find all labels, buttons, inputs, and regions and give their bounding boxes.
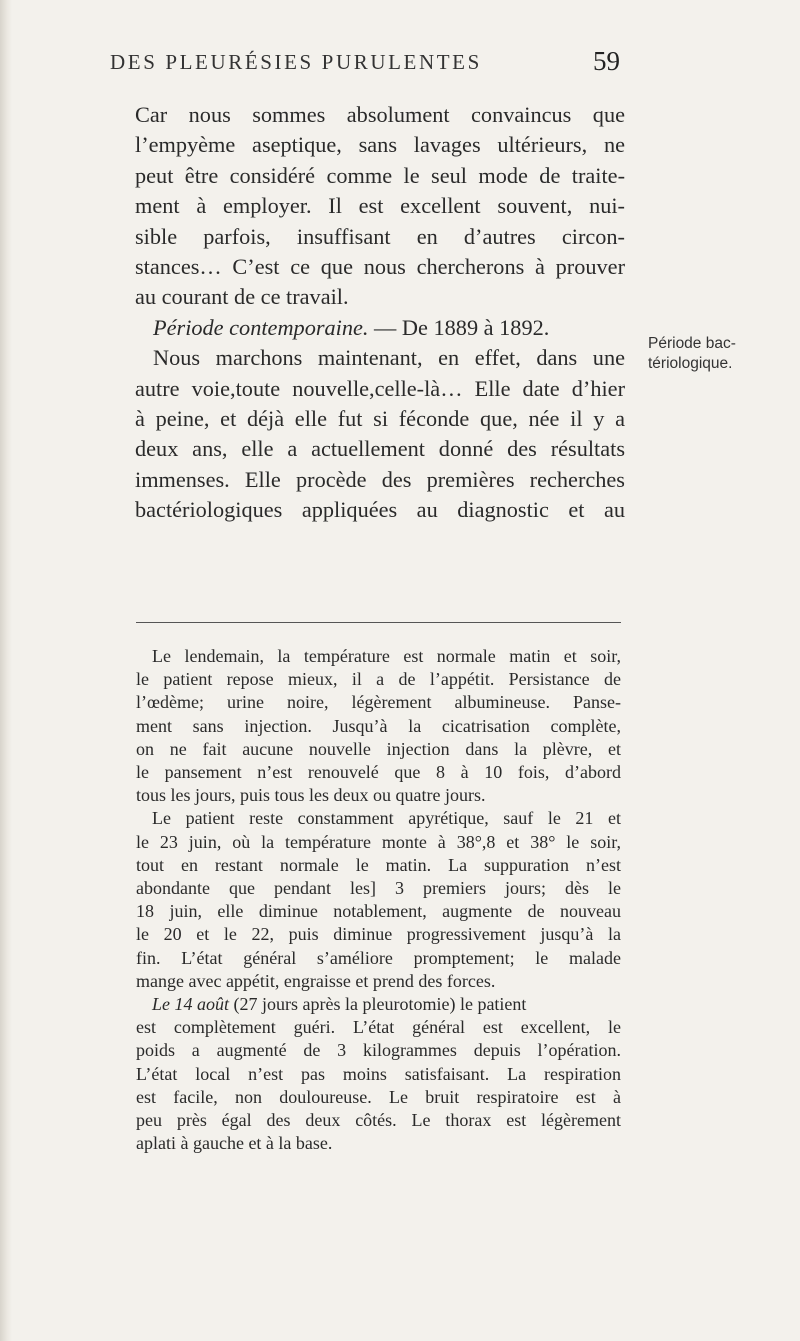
footnote-line: L’état local n’est pas moins satisfaisant. La respiration <box>136 1063 621 1084</box>
main-line: l’empyème aseptique, sans lavages ultérieurs, ne <box>135 132 625 158</box>
main-line: Nous marchons maintenant, en effet, dans une <box>153 345 625 371</box>
footnote-line: est facile, non douloureuse. Le bruit respiratoire est à <box>136 1086 621 1107</box>
footnote-line: le 23 juin, où la température monte à 38°,8 et 38° le soir, <box>136 831 621 852</box>
main-line: deux ans, elle a actuellement donné des résultats <box>135 436 625 462</box>
main-line: immenses. Elle procède des premières recherches <box>135 466 625 492</box>
main-line: à peine, et déjà elle fut si féconde que, née il y a <box>135 406 625 432</box>
page-number: 59 <box>593 46 620 76</box>
main-line: sible parfois, insuffisant en d’autres circon- <box>135 223 625 249</box>
main-line: bactériologiques appliquées au diagnostic et au <box>135 497 625 523</box>
footnote-line: fin. L’état général s’améliore promptement; le malade <box>136 947 621 968</box>
main-line: autre voie,toute nouvelle,celle-là… Elle date d’hier <box>135 375 625 401</box>
section-heading-dates: — De 1889 à 1892. <box>368 314 550 340</box>
margin-note-line: Période bac- <box>648 335 736 352</box>
footnote-text <box>136 645 621 1155</box>
main-line: stances… C’est ce que nous chercherons à prouver <box>135 254 625 280</box>
footnote-line: mange avec appétit, engraisse et prend des forces. <box>136 970 496 991</box>
footnote-line: le pansement n’est renouvelé que 8 à 10 fois, d’abord <box>136 762 621 783</box>
section-heading: Période contemporaine. <box>153 314 369 340</box>
page-binding-shadow <box>0 0 12 1341</box>
footnote-line: tout en restant normale le matin. La suppuration n’est <box>136 854 621 875</box>
footnote-line: poids a augmenté de 3 kilogrammes depuis l’opération. <box>136 1040 621 1061</box>
footnote-date: Le 14 août <box>152 994 230 1015</box>
footnote-line: est complètement guéri. L’état général est excellent, le <box>136 1017 621 1038</box>
footnote-line: Le lendemain, la température est normale matin et soir, <box>152 646 621 666</box>
footnote-line <box>136 993 621 1016</box>
main-line: au courant de ce travail. <box>135 284 349 310</box>
margin-note <box>648 334 798 374</box>
footnote-line: peu près égal des deux côtés. Le thorax est légèrement <box>136 1110 621 1131</box>
section-heading-line <box>135 313 625 343</box>
footnote-line: 18 juin, elle diminue notablement, augmente de nouveau <box>136 901 621 922</box>
main-text <box>135 100 625 526</box>
footnote-line-rest: (27 jours après la pleurotomie) le patient <box>229 994 527 1015</box>
main-line: Car nous sommes absolument convaincus que <box>135 102 625 127</box>
running-head <box>110 46 620 80</box>
footnote-line: l’œdème; urine noire, légèrement albumineuse. Panse- <box>136 692 621 713</box>
footnote-line: tous les jours, puis tous les deux ou quatre jours. <box>136 785 486 806</box>
footnote-line: le 20 et le 22, puis diminue progressivement jusqu’à la <box>136 924 621 945</box>
footnote-line: le patient repose mieux, il a de l’appétit. Persistance de <box>136 669 621 690</box>
running-title: DES PLEURÉSIES PURULENTES <box>110 50 482 74</box>
main-line: peut être considéré comme le seul mode de traite- <box>135 162 625 188</box>
footnote-line: Le patient reste constamment apyrétique, sauf le 21 et <box>152 808 621 829</box>
margin-note-line: tériologique. <box>648 355 733 372</box>
footnote-rule <box>136 622 621 623</box>
footnote-line: abondante que pendant les] 3 premiers jours; dès le <box>136 878 621 899</box>
footnote-line: aplati à gauche et à la base. <box>136 1133 333 1154</box>
footnote-line: on ne fait aucune nouvelle injection dans la plèvre, et <box>136 738 621 759</box>
footnote-line: ment sans injection. Jusqu’à la cicatrisation complète, <box>136 715 621 736</box>
main-line: ment à employer. Il est excellent souvent, nui- <box>135 193 625 219</box>
